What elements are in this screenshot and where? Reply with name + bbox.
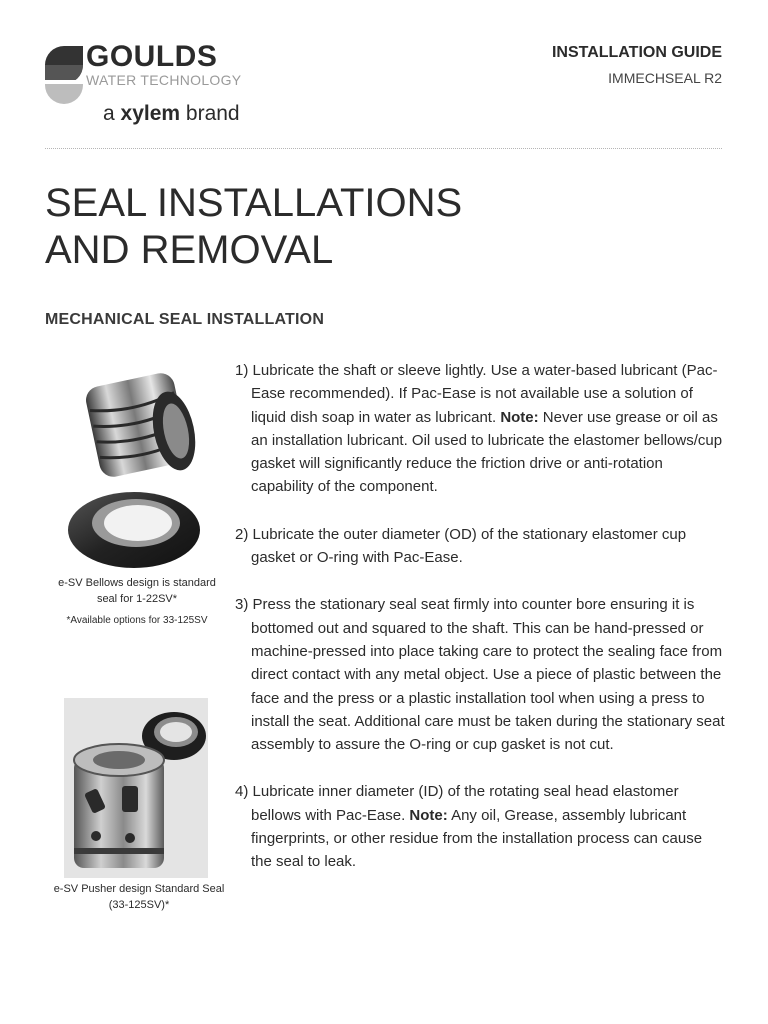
brand-block (86, 40, 241, 88)
brand-subtitle: WATER TECHNOLOGY (86, 72, 242, 88)
step-2: 2) Lubricate the outer diameter (OD) of the stationary elastomer cup gasket or O-ring with Pac-Ease. (235, 525, 687, 567)
bellows-note: *Available options for 33-125SV (66, 615, 208, 626)
guide-code: IMMECHSEAL R2 (608, 70, 722, 86)
brand-name: GOULDS (86, 40, 218, 73)
page-title-line2: AND REMOVAL (45, 228, 334, 272)
brand-tag-suffix: brand (180, 102, 240, 125)
step-3: 3) Press the stationary seal seat firmly into counter bore ensuring it is bottomed out and squared to the shaft. This can be hand-pressed or machine-pressed into place taking care to protect the sealing face from direct contact with any metal object. Use a piece of plastic between the face and the press or a plastic installation tool when using a press to install the seat. Additional care must be taken during the stationary seat assembly to assure the O-ring or cup gasket is not cut. (235, 596, 725, 754)
goulds-logo-icon (45, 46, 83, 104)
page-title-line1: SEAL INSTALLATIONS (45, 181, 463, 225)
pusher-seal-photo (64, 698, 208, 878)
bellows-caption: e-SV Bellows design is standard seal for 1-22SV* (58, 577, 216, 605)
section-title: MECHANICAL SEAL INSTALLATION (45, 311, 325, 328)
bellows-seal-photo (64, 365, 206, 570)
guide-title: INSTALLATION GUIDE (551, 44, 722, 61)
page-title (45, 180, 462, 274)
brand-tag-prefix: a (103, 102, 121, 125)
installation-steps (235, 359, 725, 898)
step-1: 1) Lubricate the shaft or sleeve lightly. Use a water-based lubricant (Pac-Ease recommended). If Pac-Ease is not available use a solution of liquid dish soap in water as lubricant. Note: Never use grease or oil as an installation lubricant. Oil used to lubricate the elastomer bellows/cup gasket will significantly reduce the friction drive or anti-rotation capability of the component. (235, 362, 723, 496)
step-4: 4) Lubricate inner diameter (ID) of the rotating seal head elastomer bellows with Pac-Ease. Note: Any oil, Grease, assembly lubricant fingerprints, or other residue from the installation process can cause the seal to leak. (235, 783, 703, 871)
brand-tagline (103, 102, 240, 126)
header-divider (45, 148, 722, 149)
xylem-wordmark: xylem (120, 102, 181, 125)
pusher-caption: e-SV Pusher design Standard Seal (33-125SV)* (53, 883, 225, 911)
